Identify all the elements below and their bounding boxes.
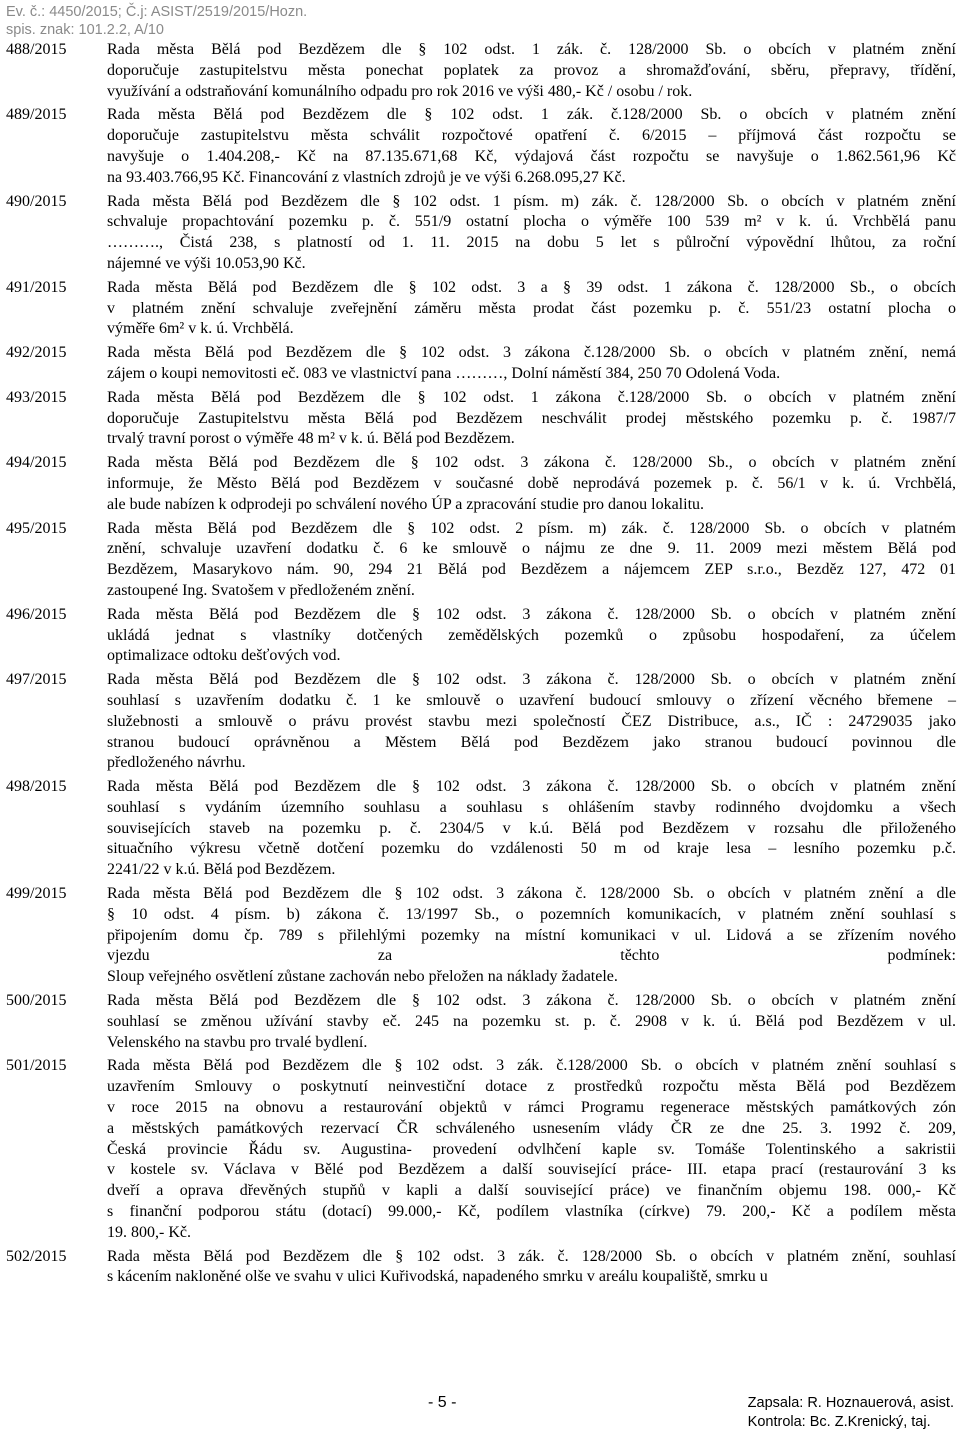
resolution-number: 495/2015 [6,519,67,537]
resolution-line: Rada města Bělá pod Bezdězem dle § 102 odst. 3 zákona č. 128/2000 Sb., o obcích v platném znění [107,454,956,472]
resolution-number: 501/2015 [6,1057,67,1075]
resolution-item [6,388,956,450]
resolution-line: ………., Čistá 238, s platností od 1. 11. 2015 na dobu 5 let s půlroční výpovědní lhůtou, za roční [107,234,956,252]
resolution-line: Velenského na stavbu pro trvalé bydlení. [107,1033,368,1051]
resolution-item [6,605,956,667]
resolution-line: stranou budoucí oprávněnou a Městem Bělá pod Bezdězem jako stranou budoucí povinnou dle [107,733,956,751]
resolution-text [107,519,956,602]
resolution-line: Rada města Bělá pod Bezdězem dle § 102 odst. 3 zák. č. 128/2000 Sb. o obcích v platném znění, souhlasí [107,1247,956,1265]
resolutions-list [6,40,956,1291]
resolution-number: 499/2015 [6,885,67,903]
resolution-number: 500/2015 [6,992,67,1010]
resolution-line: Rada města Bělá pod Bezdězem dle § 102 odst. 2 písm. m) zák. č. 128/2000 Sb. o obcích v platném [107,519,956,537]
resolution-line: v platném znění schvaluje zveřejnění záměru města prodat část pozemku p. č. 551/23 ostatní plocha o [107,299,956,317]
resolution-number: 497/2015 [6,671,67,689]
resolution-text [107,343,956,385]
resolution-line: schvaluje propachtování pozemku p. č. 551/9 ostatní plocha o výměře 100 539 m² v k. ú. Vrchbělá panu [107,213,956,231]
resolution-line: situačního výkresu včetně dotčení pozemku do vzdálenosti 50 m od kraje lesa – lesního pozemku p.č. [107,840,956,858]
resolution-text [107,388,956,450]
resolution-line: Rada města Bělá pod Bezdězem dle § 102 odst. 3 zák. č.128/2000 Sb. o obcích v platném znění souhlasí s [107,1057,956,1075]
resolution-number: 498/2015 [6,778,67,796]
checked-by: Kontrola: Bc. Z.Krenický, taj. [747,1414,931,1430]
resolution-line: souhlasí se změnou užívání stavby eč. 245 na pozemku st. p. č. 2908 v k. ú. Bělá pod Bezdězem v ul. [107,1012,956,1030]
resolution-line: Rada města Bělá pod Bezdězem dle § 102 odst. 3 zákona č. 128/2000 Sb. o obcích v platném znění [107,605,956,623]
resolution-line: 2241/22 v k.ú. Bělá pod Bezdězem. [107,861,336,879]
resolution-item [6,670,956,774]
resolution-text [107,278,956,340]
resolution-line: zastoupené Ing. Svatošem v předloženém znění. [107,581,415,599]
resolution-line: Česká provincie Řádu sv. Augustina- provedení odvlhčení kaple sv. Tomáše Tolentinského a sakristii [107,1140,956,1158]
resolution-item [6,884,956,988]
resolution-text [107,105,956,188]
resolution-line: Rada města Bělá pod Bezdězem dle § 102 odst. 3 zákona č. 128/2000 Sb. o obcích v platném znění [107,778,956,796]
resolution-item [6,343,956,385]
resolution-line: připojením domu čp. 789 s přilehlými pozemky na místní komunikaci v ul. Lidová a se zřízením nového [107,926,956,944]
resolution-item [6,40,956,102]
resolution-number: 496/2015 [6,605,67,623]
resolution-line: a městských památkových rezervací ČR schváleného usnesením vlády ČR ze dne 25. 3. 1992 č. 209, [107,1119,956,1137]
resolution-line: ukládá jednat s vlastníky dotčených zemědělských pozemků o způsobu hospodaření, za účelem [107,626,956,644]
resolution-line: vjezdu za těchto podmínek: [107,947,956,965]
resolution-line: 19. 800,- Kč. [107,1223,191,1241]
resolution-number: 489/2015 [6,106,67,124]
resolution-line: souhlasí s uzavřením dodatku č. 1 ke smlouvě o uzavření budoucí smlouvy o zřízení věcného břemene – [107,691,956,709]
resolution-text [107,1247,956,1289]
page-number: - 5 - [428,1394,457,1411]
resolution-line: souvisejících staveb na pozemku p. č. 2304/5 v k.ú. Bělá pod Bezdězem v rozsahu dle přiloženého [107,819,956,837]
resolution-item [6,1056,956,1243]
resolution-line: Rada města Bělá pod Bezdězem dle § 102 odst. 1 zákona č.128/2000 Sb. o obcích v platném znění [107,388,956,406]
resolution-line: v kostele sv. Václava v Bělé pod Bezdězem a další související práce- III. etapa prací (restaurování 3 ks [107,1161,956,1179]
resolution-text [107,605,956,667]
resolution-line: Rada města Bělá pod Bezdězem dle § 102 odst. 3 zákona č.128/2000 Sb. o obcích v platném znění, nemá [107,344,956,362]
resolution-line: navyšuje o 1.404.208,- Kč na 87.135.671,68 Kč, výdajová část rozpočtu se navyšuje o 1.862.561,96 Kč [107,147,956,165]
resolution-line: znění, schvaluje uzavření dodatku č. 6 ke smlouvě o nájmu ze dne 9. 11. 2009 mezi městem Bělá pod [107,540,956,558]
resolution-line: optimalizace odtoku dešťových vod. [107,647,341,665]
resolution-line: doporučuje zastupitelstvu města ponechat poplatek za provoz a shromažďování, sběru, přepravy, třídění, [107,61,956,79]
resolution-line: s finanční podporou státu (dotací) 99.000,- Kč, podílem vlastníka (církve) 79. 200,- Kč a podílem města [107,1203,956,1221]
resolution-text [107,453,956,515]
resolution-line: s kácením nakloněné olše ve svahu v ulici Kuřivodská, napadeného smrku v areálu koupaliště, smrku u [107,1268,768,1286]
resolution-line: zájem o koupi nemovitosti eč. 083 ve vlastnictví pana ………, Dolní náměstí 384, 250 70 Odolená Voda. [107,364,781,382]
resolution-number: 490/2015 [6,192,67,210]
resolution-line: Rada města Bělá pod Bezdězem dle § 102 odst. 1 zák. č. 128/2000 Sb. o obcích v platném znění [107,41,956,58]
resolution-line: výměře 6m² v k. ú. Vrchbělá. [107,320,294,338]
resolution-number: 494/2015 [6,454,67,472]
resolution-text [107,670,956,774]
resolution-number: 502/2015 [6,1247,67,1265]
resolution-number: 492/2015 [6,344,67,362]
resolution-line: Rada města Bělá pod Bezdězem dle § 102 odst. 3 zákona č. 128/2000 Sb. o obcích v platném znění [107,671,956,689]
resolution-line: služebnosti a smlouvě o právu provést stavbu mezi společností ČEZ Distribuce, a.s., IČ : 24729035 jako [107,712,956,730]
page-footer [0,1394,960,1438]
resolution-item [6,519,956,602]
resolution-text [107,40,956,102]
resolution-line: Rada města Bělá pod Bezdězem dle § 102 odst. 3 zákona č. 128/2000 Sb. o obcích v platném znění a dle [107,885,956,903]
resolution-item [6,453,956,515]
resolution-line: uzavřením Smlouvy o poskytnutí neinvestiční dotace z prostředků rozpočtu města Bělá pod Bezdězem [107,1078,956,1096]
resolution-line: souhlasí s vydáním územního souhlasu a souhlasu s ohlášením stavby rodinného dvojdomku a všech [107,798,956,816]
resolution-line: Rada města Bělá pod Bezdězem dle § 102 odst. 1 písm. m) zák. č. 128/2000 Sb. o obcích v platném znění [107,192,956,210]
resolution-text [107,777,956,881]
resolution-item [6,777,956,881]
resolution-line: předloženého návrhu. [107,754,246,772]
resolution-item [6,1247,956,1289]
resolution-line: Rada města Bělá pod Bezdězem dle § 102 odst. 3 a § 39 odst. 1 zákona č. 128/2000 Sb., o obcích [107,278,956,296]
document-header [6,3,307,39]
resolution-line: § 10 odst. 4 písm. b) zákona č. 13/1997 Sb., o pozemních komunikacích, v platném znění souhlasí s [107,905,956,923]
resolution-line: Sloup veřejného osvětlení zůstane zachován nebo přeložen na náklady žadatele. [107,968,618,986]
resolution-line: na 93.403.766,95 Kč. Financování z vlastních zdrojů je ve výši 6.268.095,27 Kč. [107,168,626,186]
resolution-line: doporučuje zastupitelstvu města schválit rozpočtové opatření č. 6/2015 – příjmová část rozpočtu se [107,127,956,145]
resolution-line: Bezdězem, Masarykovo nám. 90, 294 21 Bělá pod Bezdězem a nájemcem ZEP s.r.o., Bezděz 127, 472 01 [107,561,956,579]
resolution-text [107,991,956,1053]
resolution-item [6,278,956,340]
resolution-line: využívání a odstraňování komunálního odpadu pro rok 2016 ve výši 480,- Kč / osobu / rok. [107,82,693,100]
resolution-text [107,192,956,275]
resolution-line: ale bude nabízen k odprodeji po schválení nového ÚP a zpracování studie pro danou lokalitu. [107,495,705,513]
resolution-line: Rada města Bělá pod Bezdězem dle § 102 odst. 3 zákona č. 128/2000 Sb. o obcích v platném znění [107,992,956,1010]
resolution-number: 491/2015 [6,278,67,296]
file-mark: spis. znak: 101.2.2, A/10 [6,22,164,38]
resolution-item [6,105,956,188]
resolution-number: 488/2015 [6,41,67,58]
resolution-line: v roce 2015 na obnovu a restaurování objektů v rámci Programu regenerace městských památkových zón [107,1099,956,1117]
resolution-line: doporučuje Zastupitelstvu města Bělá pod Bezdězem neschválit prodej městského pozemku p. č. 1987/7 [107,409,956,427]
resolution-line: informuje, že Město Bělá pod Bezdězem v současné době neprodává pozemek p. č. 56/1 v k. ú. Vrchbělá, [107,474,956,492]
resolution-line: dveří a oprava dřevěných stupňů v kapli a další související práce) ve finančním objemu 198. 000,- Kč [107,1182,956,1200]
footer-signatures [748,1394,954,1432]
resolution-line: nájemné ve výši 10.053,90 Kč. [107,254,306,272]
resolution-item [6,192,956,275]
resolution-item [6,991,956,1053]
resolution-text [107,884,956,988]
resolution-text [107,1056,956,1243]
evidence-number: Ev. č.: 4450/2015; Č.j: ASIST/2519/2015/Hozn. [6,4,308,20]
resolution-line: trvalý travní porost o výměře 48 m² v k. ú. Bělá pod Bezdězem. [107,430,515,448]
resolution-number: 493/2015 [6,388,67,406]
written-by: Zapsala: R. Hoznauerová, asist. [747,1395,954,1411]
resolution-line: Rada města Bělá pod Bezdězem dle § 102 odst. 1 zák. č.128/2000 Sb. o obcích v platném znění [107,106,956,124]
